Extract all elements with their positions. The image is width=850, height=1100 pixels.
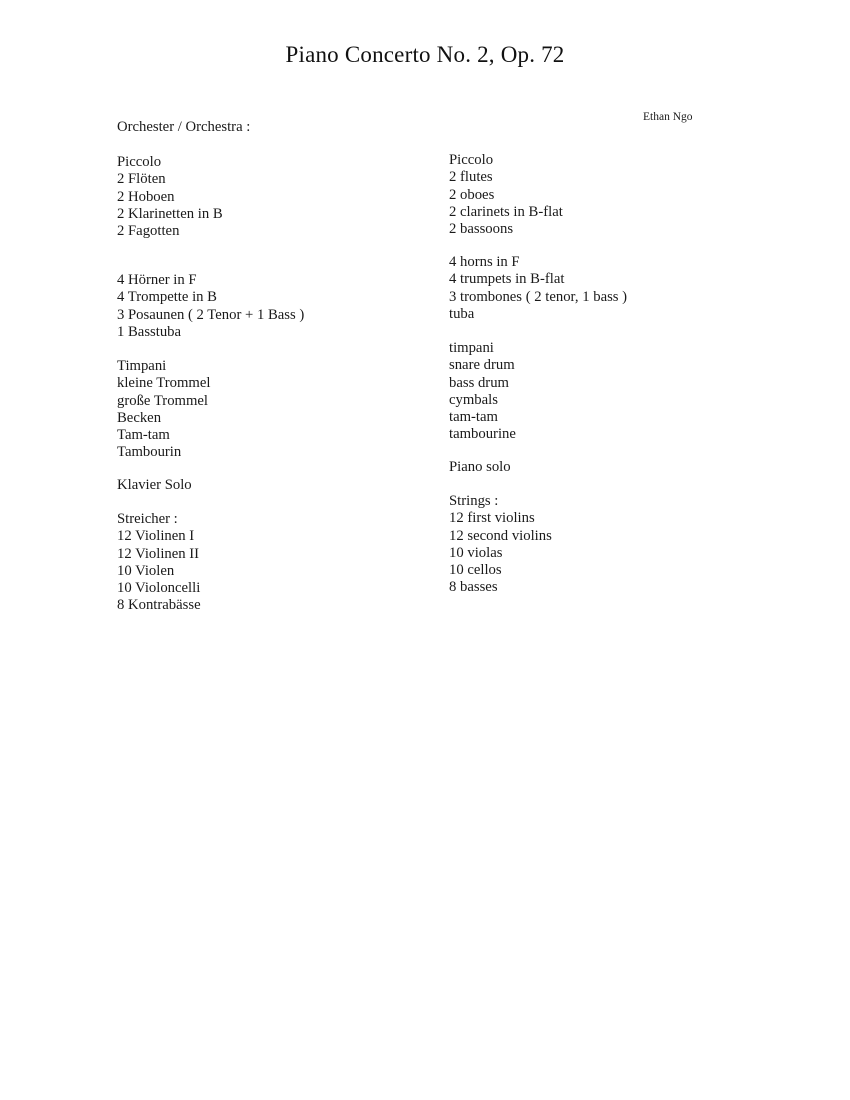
instrument-line: Streicher : bbox=[117, 511, 178, 527]
english-brass-block bbox=[449, 254, 627, 323]
instrument-line: 2 clarinets in B-flat bbox=[449, 203, 563, 220]
instrument-line: 12 Violinen II bbox=[117, 545, 200, 562]
instrument-line: Klavier Solo bbox=[117, 477, 192, 493]
instrument-line: 10 violas bbox=[449, 544, 503, 561]
instrument-line: 2 Hoboen bbox=[117, 188, 175, 205]
instrument-line: Tambourin bbox=[117, 444, 182, 461]
instrument-line: Becken bbox=[117, 409, 162, 426]
german-strings-block bbox=[117, 511, 201, 615]
english-percussion-block bbox=[449, 340, 516, 444]
instrument-line: Tam-tam bbox=[117, 427, 170, 444]
instrument-line: 8 basses bbox=[449, 579, 498, 596]
instrument-line: 8 Kontrabässe bbox=[117, 597, 201, 614]
instrument-line: 2 Fagotten bbox=[117, 223, 180, 240]
instrument-line: 4 Trompette in B bbox=[117, 289, 217, 306]
instrument-line: tuba bbox=[449, 305, 475, 322]
instrument-line: 3 Posaunen ( 2 Tenor + 1 Bass ) bbox=[117, 306, 305, 323]
instrument-line: 10 cellos bbox=[449, 562, 502, 579]
instrument-line: 4 Hörner in F bbox=[117, 272, 197, 288]
instrument-line: 3 trombones ( 2 tenor, 1 bass ) bbox=[449, 288, 628, 305]
author-byline: Ethan Ngo bbox=[643, 111, 693, 123]
instrument-line: Strings : bbox=[449, 493, 499, 509]
instrument-line: kleine Trommel bbox=[117, 375, 211, 392]
english-solo-block bbox=[449, 459, 511, 476]
instrument-line: 1 Basstuba bbox=[117, 323, 182, 340]
orchestra-heading: Orchester / Orchestra : bbox=[117, 119, 251, 135]
instrument-line: 10 Violen bbox=[117, 562, 175, 579]
instrument-line: 12 first violins bbox=[449, 510, 535, 527]
instrument-line: 2 Flöten bbox=[117, 171, 166, 188]
instrument-line: Timpani bbox=[117, 358, 167, 374]
english-woodwinds-block bbox=[449, 152, 563, 238]
instrument-line: timpani bbox=[449, 340, 494, 356]
instrument-line: cymbals bbox=[449, 391, 498, 408]
instrument-line: 2 oboes bbox=[449, 186, 495, 203]
instrument-line: snare drum bbox=[449, 357, 515, 374]
instrument-line: 2 bassoons bbox=[449, 221, 514, 238]
instrument-line: 10 Violoncelli bbox=[117, 580, 201, 597]
instrument-line: 4 trumpets in B-flat bbox=[449, 271, 565, 288]
instrument-line: 12 Violinen I bbox=[117, 528, 195, 545]
instrument-line: 2 flutes bbox=[449, 169, 493, 186]
instrument-line: 12 second violins bbox=[449, 527, 552, 544]
instrument-line: große Trommel bbox=[117, 392, 208, 409]
german-percussion-block bbox=[117, 358, 210, 462]
instrument-line: tam-tam bbox=[449, 409, 498, 426]
instrument-line: tambourine bbox=[449, 426, 516, 443]
instrument-line: 4 horns in F bbox=[449, 254, 520, 270]
german-brass-block bbox=[117, 272, 304, 341]
page-title: Piano Concerto No. 2, Op. 72 bbox=[285, 42, 565, 67]
german-woodwinds-block bbox=[117, 154, 223, 240]
instrument-line: Piccolo bbox=[117, 154, 162, 170]
instrument-line: Piano solo bbox=[449, 459, 511, 475]
instrument-line: 2 Klarinetten in B bbox=[117, 205, 223, 222]
instrument-line: Piccolo bbox=[449, 152, 494, 168]
instrument-line: bass drum bbox=[449, 374, 509, 391]
english-strings-block bbox=[449, 493, 552, 597]
german-solo-block bbox=[117, 477, 192, 494]
